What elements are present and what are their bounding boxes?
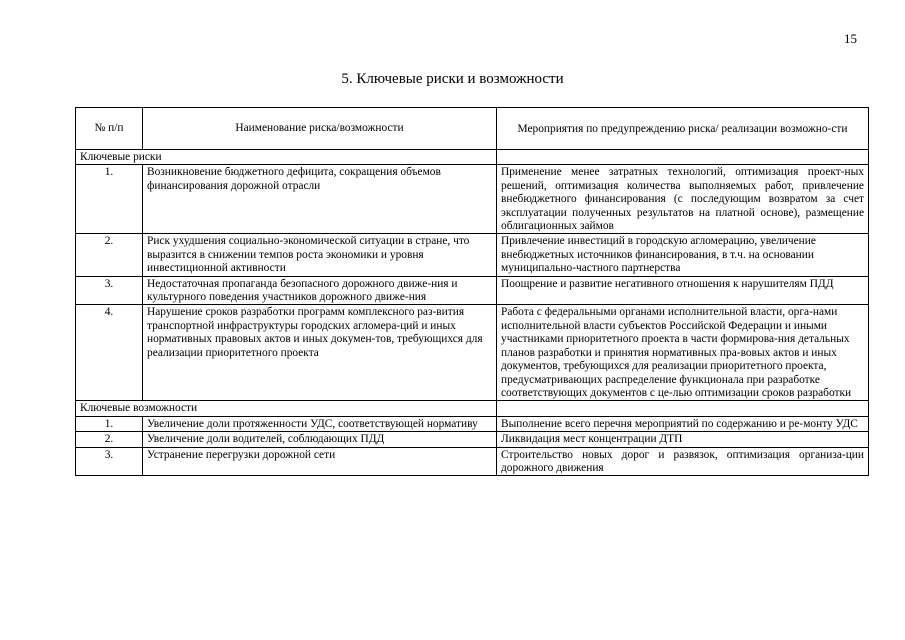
- section-empty-cell: [497, 150, 869, 165]
- header-name: Наименование риска/возможности: [143, 108, 497, 150]
- table-row: [76, 447, 869, 476]
- risk-action: Применение менее затратных технологий, оптимизация проект-ных решений, оптимизация количества выполняемых работ, привлечение внебюджетного финансирования (с последующим возвратом за счет эксплуатации полученных результатов на платной основе), размещение облигационных займов: [497, 165, 869, 234]
- risk-name: Возникновение бюджетного дефицита, сокращения объемов финансирования дорожной отрасли: [143, 165, 497, 234]
- section-title: 5. Ключевые риски и возможности: [341, 71, 564, 87]
- table-header-row: [76, 108, 869, 150]
- header-action: Мероприятия по предупреждению риска/ реализации возможно-сти: [497, 108, 869, 150]
- risk-action: Привлечение инвестиций в городскую агломерацию, увеличение внебюджетных источников финансирования, в т.ч. на основании муниципально-частного партнерства: [497, 234, 869, 276]
- opportunity-name: Устранение перегрузки дорожной сети: [143, 447, 497, 476]
- opportunity-action: Ликвидация мест концентрации ДТП: [497, 432, 869, 447]
- risk-action: Поощрение и развитие негативного отношения к нарушителям ПДД: [497, 276, 869, 305]
- section-label-opportunities: Ключевые возможности: [76, 401, 497, 416]
- risks-table: [75, 107, 869, 476]
- section-row-risks: [76, 150, 869, 165]
- row-num: 4.: [76, 305, 143, 401]
- page-number: 15: [844, 31, 857, 46]
- row-num: 1.: [76, 165, 143, 234]
- table-row: [76, 276, 869, 305]
- opportunity-name: Увеличение доли водителей, соблюдающих ПДД: [143, 432, 497, 447]
- table-row: [76, 416, 869, 431]
- row-num: 2.: [76, 432, 143, 447]
- section-row-opportunities: [76, 401, 869, 416]
- opportunity-action: Строительство новых дорог и развязок, оптимизация организа-ции дорожного движения: [497, 447, 869, 476]
- opportunity-action: Выполнение всего перечня мероприятий по содержанию и ре-монту УДС: [497, 416, 869, 431]
- table-row: [76, 432, 869, 447]
- row-num: 2.: [76, 234, 143, 276]
- risk-name: Недостаточная пропаганда безопасного дорожного движе-ния и культурного поведения участников дорожного движе-ния: [143, 276, 497, 305]
- risk-name: Нарушение сроков разработки программ комплексного раз-вития транспортной инфраструктуры городских агломера-ций и иных нормативных правовых актов и иных докумен-тов, требующихся для реализации приоритетного проекта: [143, 305, 497, 401]
- table-row: [76, 305, 869, 401]
- table-row: [76, 165, 869, 234]
- row-num: 1.: [76, 416, 143, 431]
- risk-name: Риск ухудшения социально-экономической ситуации в стране, что выразится в снижении темпов роста экономики и уровня инвестиционной активности: [143, 234, 497, 276]
- table-row: [76, 234, 869, 276]
- row-num: 3.: [76, 447, 143, 476]
- row-num: 3.: [76, 276, 143, 305]
- section-label-risks: Ключевые риски: [76, 150, 497, 165]
- risk-action: Работа с федеральными органами исполнительной власти, орга-нами исполнительной власти субъектов Российской Федерации и иными участниками приоритетного проекта в части формирова-ния детальных планов разработки и принятия нормативных пра-вовых актов и иных документов, требующихся для реализации приоритетного проекта, предусматривающих распределение функционала при разработке соответствующих документов с це-лью оптимизации сроков разработки: [497, 305, 869, 401]
- section-empty-cell: [497, 401, 869, 416]
- opportunity-name: Увеличение доли протяженности УДС, соответствующей нормативу: [143, 416, 497, 431]
- header-num: № п/п: [76, 108, 143, 150]
